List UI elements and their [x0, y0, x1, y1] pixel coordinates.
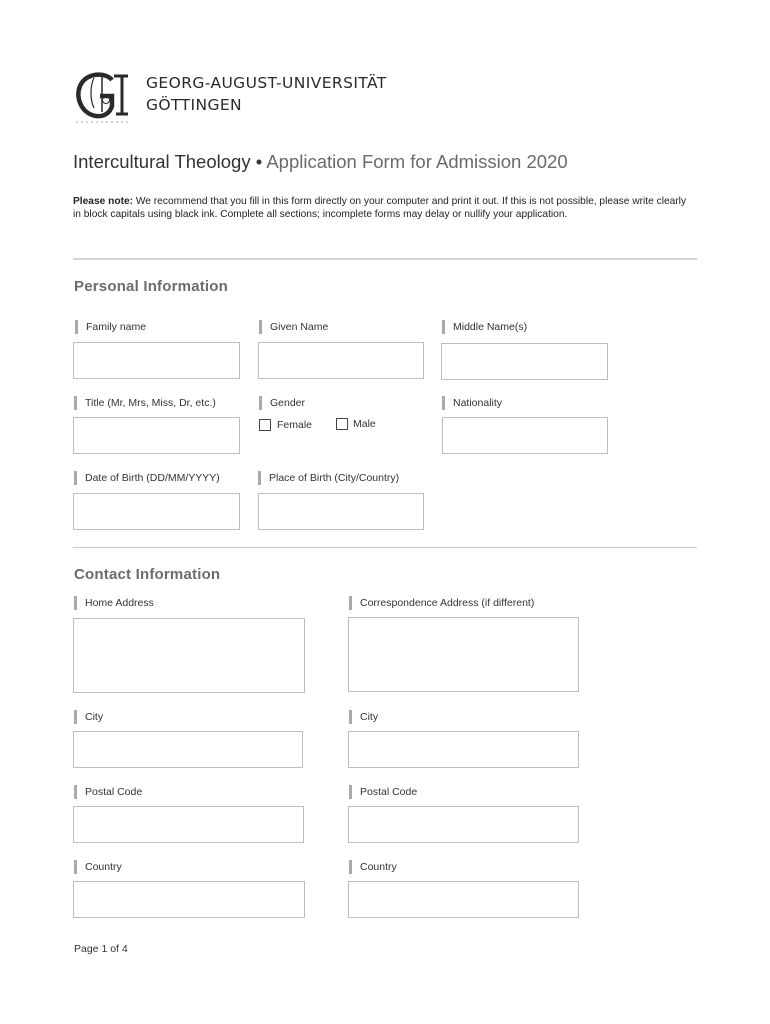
correspondence-country-label: Country	[349, 860, 397, 874]
document-title	[73, 151, 568, 173]
female-checkbox[interactable]	[259, 419, 271, 431]
correspondence-country-field[interactable]	[348, 881, 579, 918]
nationality-label: Nationality	[442, 396, 502, 410]
home-address-field[interactable]	[73, 618, 305, 693]
family-name-field[interactable]	[73, 342, 240, 379]
place-of-birth-label: Place of Birth (City/Country)	[258, 471, 399, 485]
university-logo-icon	[72, 68, 134, 126]
female-checkbox-label: Female	[277, 419, 313, 431]
title-label: Title (Mr, Mrs, Miss, Dr, etc.)	[74, 396, 216, 410]
correspondence-city-label: City	[349, 710, 378, 724]
correspondence-postal-code-field[interactable]	[348, 806, 579, 843]
title-field[interactable]	[73, 417, 240, 454]
given-name-field[interactable]	[258, 342, 424, 379]
nationality-field[interactable]	[442, 417, 608, 454]
home-postal-code-field[interactable]	[73, 806, 304, 843]
gender-label: Gender	[259, 396, 305, 410]
home-country-label: Country	[74, 860, 122, 874]
personal-information-heading: Personal Information	[74, 278, 229, 295]
given-name-label: Given Name	[259, 320, 328, 334]
middle-names-label: Middle Name(s)	[442, 320, 527, 334]
instructions-note	[73, 195, 693, 221]
home-city-label: City	[74, 710, 103, 724]
male-checkbox[interactable]	[336, 418, 348, 430]
section-divider	[73, 547, 697, 548]
title-subtitle: Application Form for Admission 2020	[266, 151, 568, 172]
home-city-field[interactable]	[73, 731, 303, 768]
home-address-label: Home Address	[74, 596, 154, 610]
middle-names-field[interactable]	[441, 343, 608, 380]
male-checkbox-label: Male	[353, 418, 376, 430]
university-name-line1: GEORG-AUGUST-UNIVERSITÄT	[146, 74, 387, 92]
family-name-label: Family name	[75, 320, 146, 334]
home-country-field[interactable]	[73, 881, 305, 918]
date-of-birth-label: Date of Birth (DD/MM/YYYY)	[74, 471, 220, 485]
correspondence-postal-code-label: Postal Code	[349, 785, 417, 799]
note-lead: Please note:	[73, 196, 134, 207]
home-postal-code-label: Postal Code	[74, 785, 142, 799]
correspondence-address-field[interactable]	[348, 617, 579, 692]
note-text: We recommend that you fill in this form directly on your computer and print it out. If this is not possible, please write clearly in block capitals using black ink. Complete all sections; incomplete forms may delay or nullify your application.	[73, 196, 687, 221]
page-number: Page 1 of 4	[74, 943, 128, 955]
correspondence-city-field[interactable]	[348, 731, 579, 768]
date-of-birth-field[interactable]	[73, 493, 240, 530]
place-of-birth-field[interactable]	[258, 493, 424, 530]
title-main: Intercultural Theology	[73, 151, 251, 172]
title-separator: •	[250, 151, 267, 172]
university-name-line2: GÖTTINGEN	[146, 96, 243, 114]
contact-information-heading: Contact Information	[74, 566, 221, 583]
section-divider	[73, 258, 697, 260]
correspondence-address-label: Correspondence Address (if different)	[349, 596, 534, 610]
